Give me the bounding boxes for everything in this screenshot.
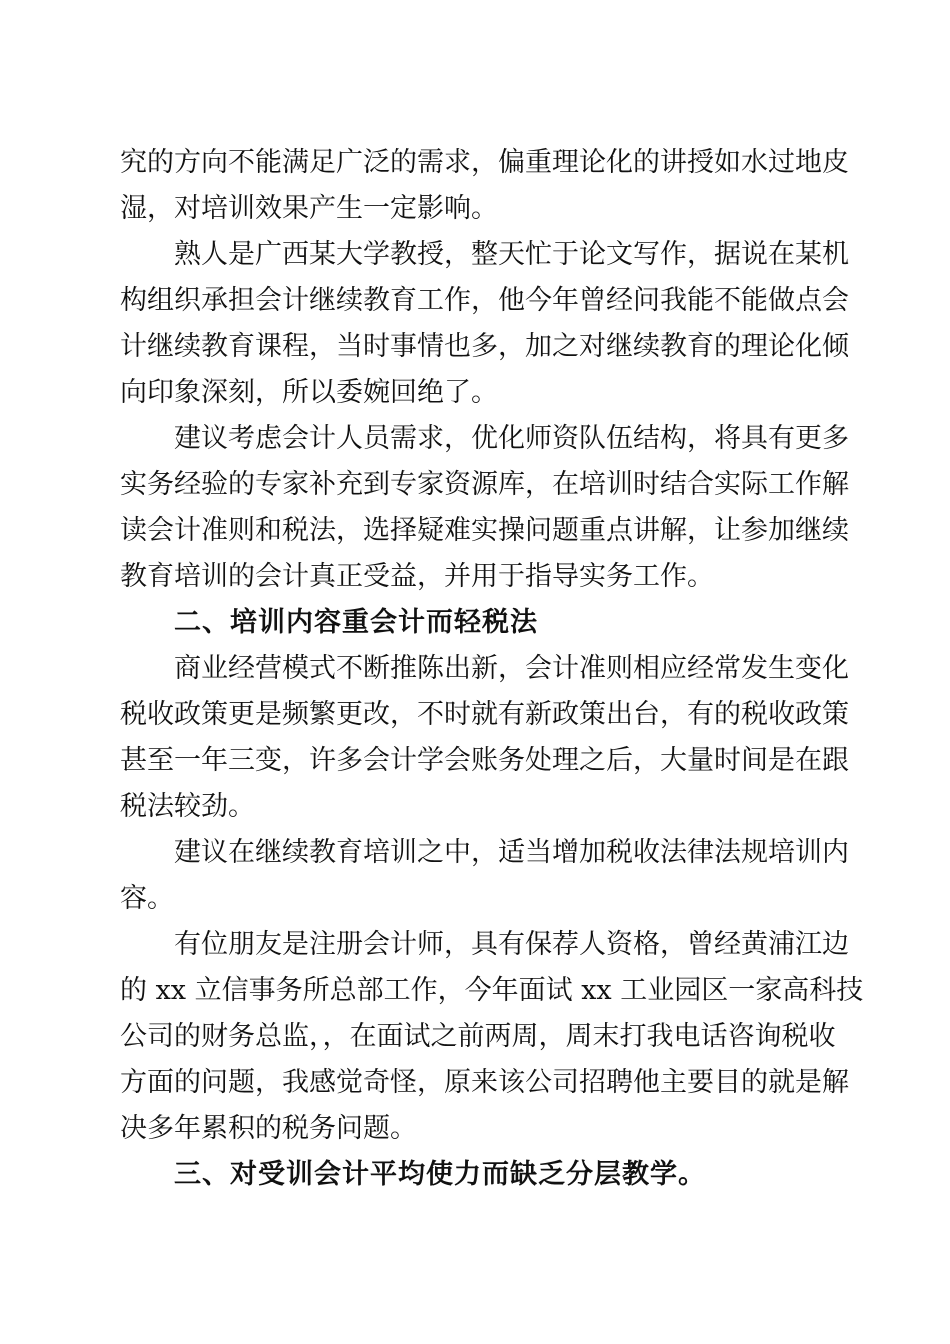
paragraph-line: 向印象深刻，所以委婉回绝了。: [120, 377, 498, 408]
paragraph-line: 建议考虑会计人员需求，优化师资队伍结构，将具有更多: [174, 423, 849, 454]
paragraph-line: 建议在继续教育培训之中，适当增加税收法律法规培训内: [174, 837, 849, 868]
paragraph-line: 甚至一年三变，许多会计学会账务处理之后，大量时间是在跟: [120, 745, 849, 776]
paragraph-line: 教育培训的会计真正受益，并用于指导实务工作。: [120, 561, 714, 592]
paragraph-line: 熟人是广西某大学教授，整天忙于论文写作，据说在某机: [174, 239, 849, 270]
paragraph-line: 湿，对培训效果产生一定影响。: [120, 193, 498, 224]
section-heading: 三、对受训会计平均使力而缺乏分层教学。: [174, 1159, 706, 1190]
paragraph-line: 税收政策更是频繁更改，不时就有新政策出台，有的税收政策: [120, 699, 849, 730]
paragraph-line: 实务经验的专家补充到专家资源库，在培训时结合实际工作解: [120, 469, 849, 500]
paragraph-line: 税法较劲。: [120, 791, 255, 822]
paragraph-line: 究的方向不能满足广泛的需求，偏重理论化的讲授如水过地皮: [120, 147, 849, 178]
paragraph-line: 容。: [120, 883, 174, 914]
paragraph-line: 构组织承担会计继续教育工作，他今年曾经问我能不能做点会: [120, 285, 849, 316]
paragraph-line: 公司的财务总监，，在面试之前两周，周末打我电话咨询税收: [120, 1021, 836, 1052]
paragraph-line: 商业经营模式不断推陈出新，会计准则相应经常发生变化: [174, 653, 849, 684]
paragraph-line: 方面的问题，我感觉奇怪，原来该公司招聘他主要目的就是解: [120, 1067, 849, 1098]
paragraph-line: 有位朋友是注册会计师，具有保荐人资格，曾经黄浦江边: [174, 929, 849, 960]
section-heading: 二、培训内容重会计而轻税法: [174, 607, 538, 638]
paragraph-line: 的 xx 立信事务所总部工作，今年面试 xx 工业园区一家高科技: [120, 975, 864, 1006]
paragraph-line: 计继续教育课程，当时事情也多，加之对继续教育的理论化倾: [120, 331, 849, 362]
paragraph-line: 决多年累积的税务问题。: [120, 1113, 417, 1144]
paragraph-line: 读会计准则和税法，选择疑难实操问题重点讲解，让参加继续: [120, 515, 849, 546]
